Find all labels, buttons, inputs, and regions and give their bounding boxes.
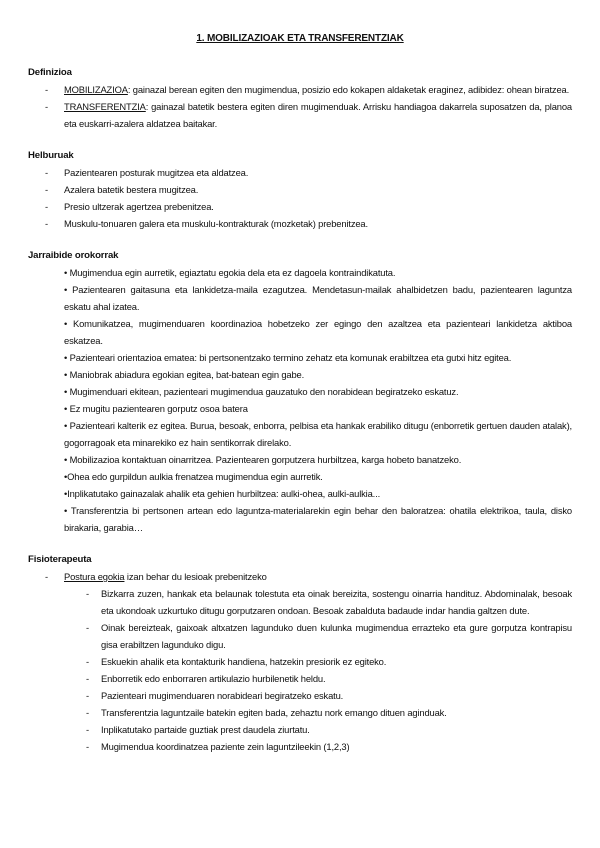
list-item: - Muskulu-tonuaren galera eta muskulu-kontrakturak (mozketak) prebenitzea.: [28, 215, 572, 232]
list-item: • Transferentzia bi pertsonen artean edo laguntza-materialarekin egin behar den baloratzea: ohatila elektrikoa, taula, disko birakaria, garabia…: [64, 505, 572, 533]
item-text: izan behar du lesioak prebenitzeko: [124, 571, 267, 582]
list-item: • Mobilizazioa kontaktuan oinarritzea. Pazientearen gorputzera hurbiltzea, karga hobeto banatzeko.: [64, 454, 462, 465]
list-item: •Inplikatutako gainazalak ahalik eta gehien hurbiltzea: aulki-ohea, aulki-aulkia...: [64, 488, 381, 499]
list-item: • Maniobrak abiadura egokian egitea, bat-batean egin gabe.: [64, 369, 305, 380]
sub-list-item: - Bizkarra zuzen, hankak eta belaunak tolestuta eta oinak bereizita, sostengu oinarria handituz. Abdominalak, besoak eta ukondoak uzkurtuko ditugu gorputzaren ondoan. Besoak zabalduta badaude indar handia galtzen dute.: [28, 585, 572, 619]
sub-list-item: - Eskuekin ahalik eta kontakturik handiena, hatzekin presiorik ez egiteko.: [28, 653, 572, 670]
section-helburuak: [28, 147, 572, 232]
definition-text: : gainazal batetik bestera egiten diren mugimenduak. Arrisku handiagoa dakarrela suposatzen da, planoa eta euskarri-azalera aldatzea baitakar.: [64, 101, 572, 129]
list-item: • Pazienteari orientazioa ematea: bi pertsonentzako termino zehatz eta komunak erabiltzea eta gutxi hitz egitea.: [64, 352, 512, 363]
list-item: - Pazientearen posturak mugitzea eta aldatzea.: [28, 164, 572, 181]
document-title: 1. MOBILIZAZIOAK ETA TRANSFERENTZIAK: [196, 33, 404, 44]
section-heading: Definizioa: [28, 67, 72, 78]
list-item: - Presio ultzerak agertzea prebenitzea.: [28, 198, 572, 215]
section-fisioterapeuta: [28, 551, 572, 755]
list-item: • Ez mugitu pazientearen gorputz osoa batera: [64, 403, 248, 414]
list-item: • Pazienteari kalterik ez egitea. Burua, besoak, enborra, pelbisa eta hankak erabiliko ditugu (enborretik gertuen dauden atalak), gogorragoak eta minarekiko ez hain sentikorrak direlako.: [64, 420, 572, 448]
list-item: • Pazientearen gaitasuna eta lankidetza-maila ezagutzea. Mendetasun-mailak ahalbidetzen badu, pazientearen laguntza eskatu ahal izatea.: [64, 284, 572, 312]
list-item: • Mugimendua egin aurretik, egiaztatu egokia dela eta ez dagoela kontraindikatuta.: [64, 267, 396, 278]
sub-list-item: - Enborretik edo enborraren artikulazio hurbilenetik heldu.: [28, 670, 572, 687]
section-heading: Fisioterapeuta: [28, 554, 92, 565]
list-item: - Azalera batetik bestera mugitzea.: [28, 181, 572, 198]
document-page: [28, 30, 572, 770]
list-item: • Komunikatzea, mugimenduaren koordinazioa hobetzeko zer egingo den azaltzea eta pazienteari lankidetza aktiboa eskatzea.: [64, 318, 572, 346]
sub-list-item: - Mugimendua koordinatzea paziente zein laguntzileekin (1,2,3): [28, 738, 572, 755]
sub-list-item: - Pazienteari mugimenduaren norabideari begiratzeko eskatu.: [28, 687, 572, 704]
section-heading: Helburuak: [28, 150, 74, 161]
sub-list-item: - Transferentzia laguntzaile batekin egiten bada, zehaztu nork emango dituen aginduak.: [28, 704, 572, 721]
list-item: [28, 568, 572, 585]
definition-term: TRANSFERENTZIA: [64, 101, 146, 112]
definition-item: [28, 81, 572, 98]
section-jarraibide: [28, 247, 572, 536]
sub-list-item: - Inplikatutako partaide guztiak prest daudela ziurtatu.: [28, 721, 572, 738]
definition-item: [28, 98, 572, 132]
underlined-term: Postura egokia: [64, 571, 125, 582]
section-definizioa: [28, 64, 572, 132]
definition-term: MOBILIZAZIOA: [64, 84, 128, 95]
list-item: •Ohea edo gurpildun aulkia frenatzea mugimendua egin aurretik.: [64, 471, 323, 482]
section-heading: Jarraibide orokorrak: [28, 250, 119, 261]
sub-list-item: - Oinak bereizteak, gaixoak altxatzen lagunduko duen kulunka mugimendua errazteko eta gure gorputza kontrapisu gisa erabiltzen lagunduko digu.: [28, 619, 572, 653]
definition-text: : gainazal berean egiten den mugimendua, posizio edo kokapen aldaketak eraginez, adibidez: ohean biratzea.: [127, 84, 570, 95]
list-item: • Mugimenduari ekitean, pazienteari mugimendua gauzatuko den norabidean begiratzeko eskatuz.: [64, 386, 459, 397]
